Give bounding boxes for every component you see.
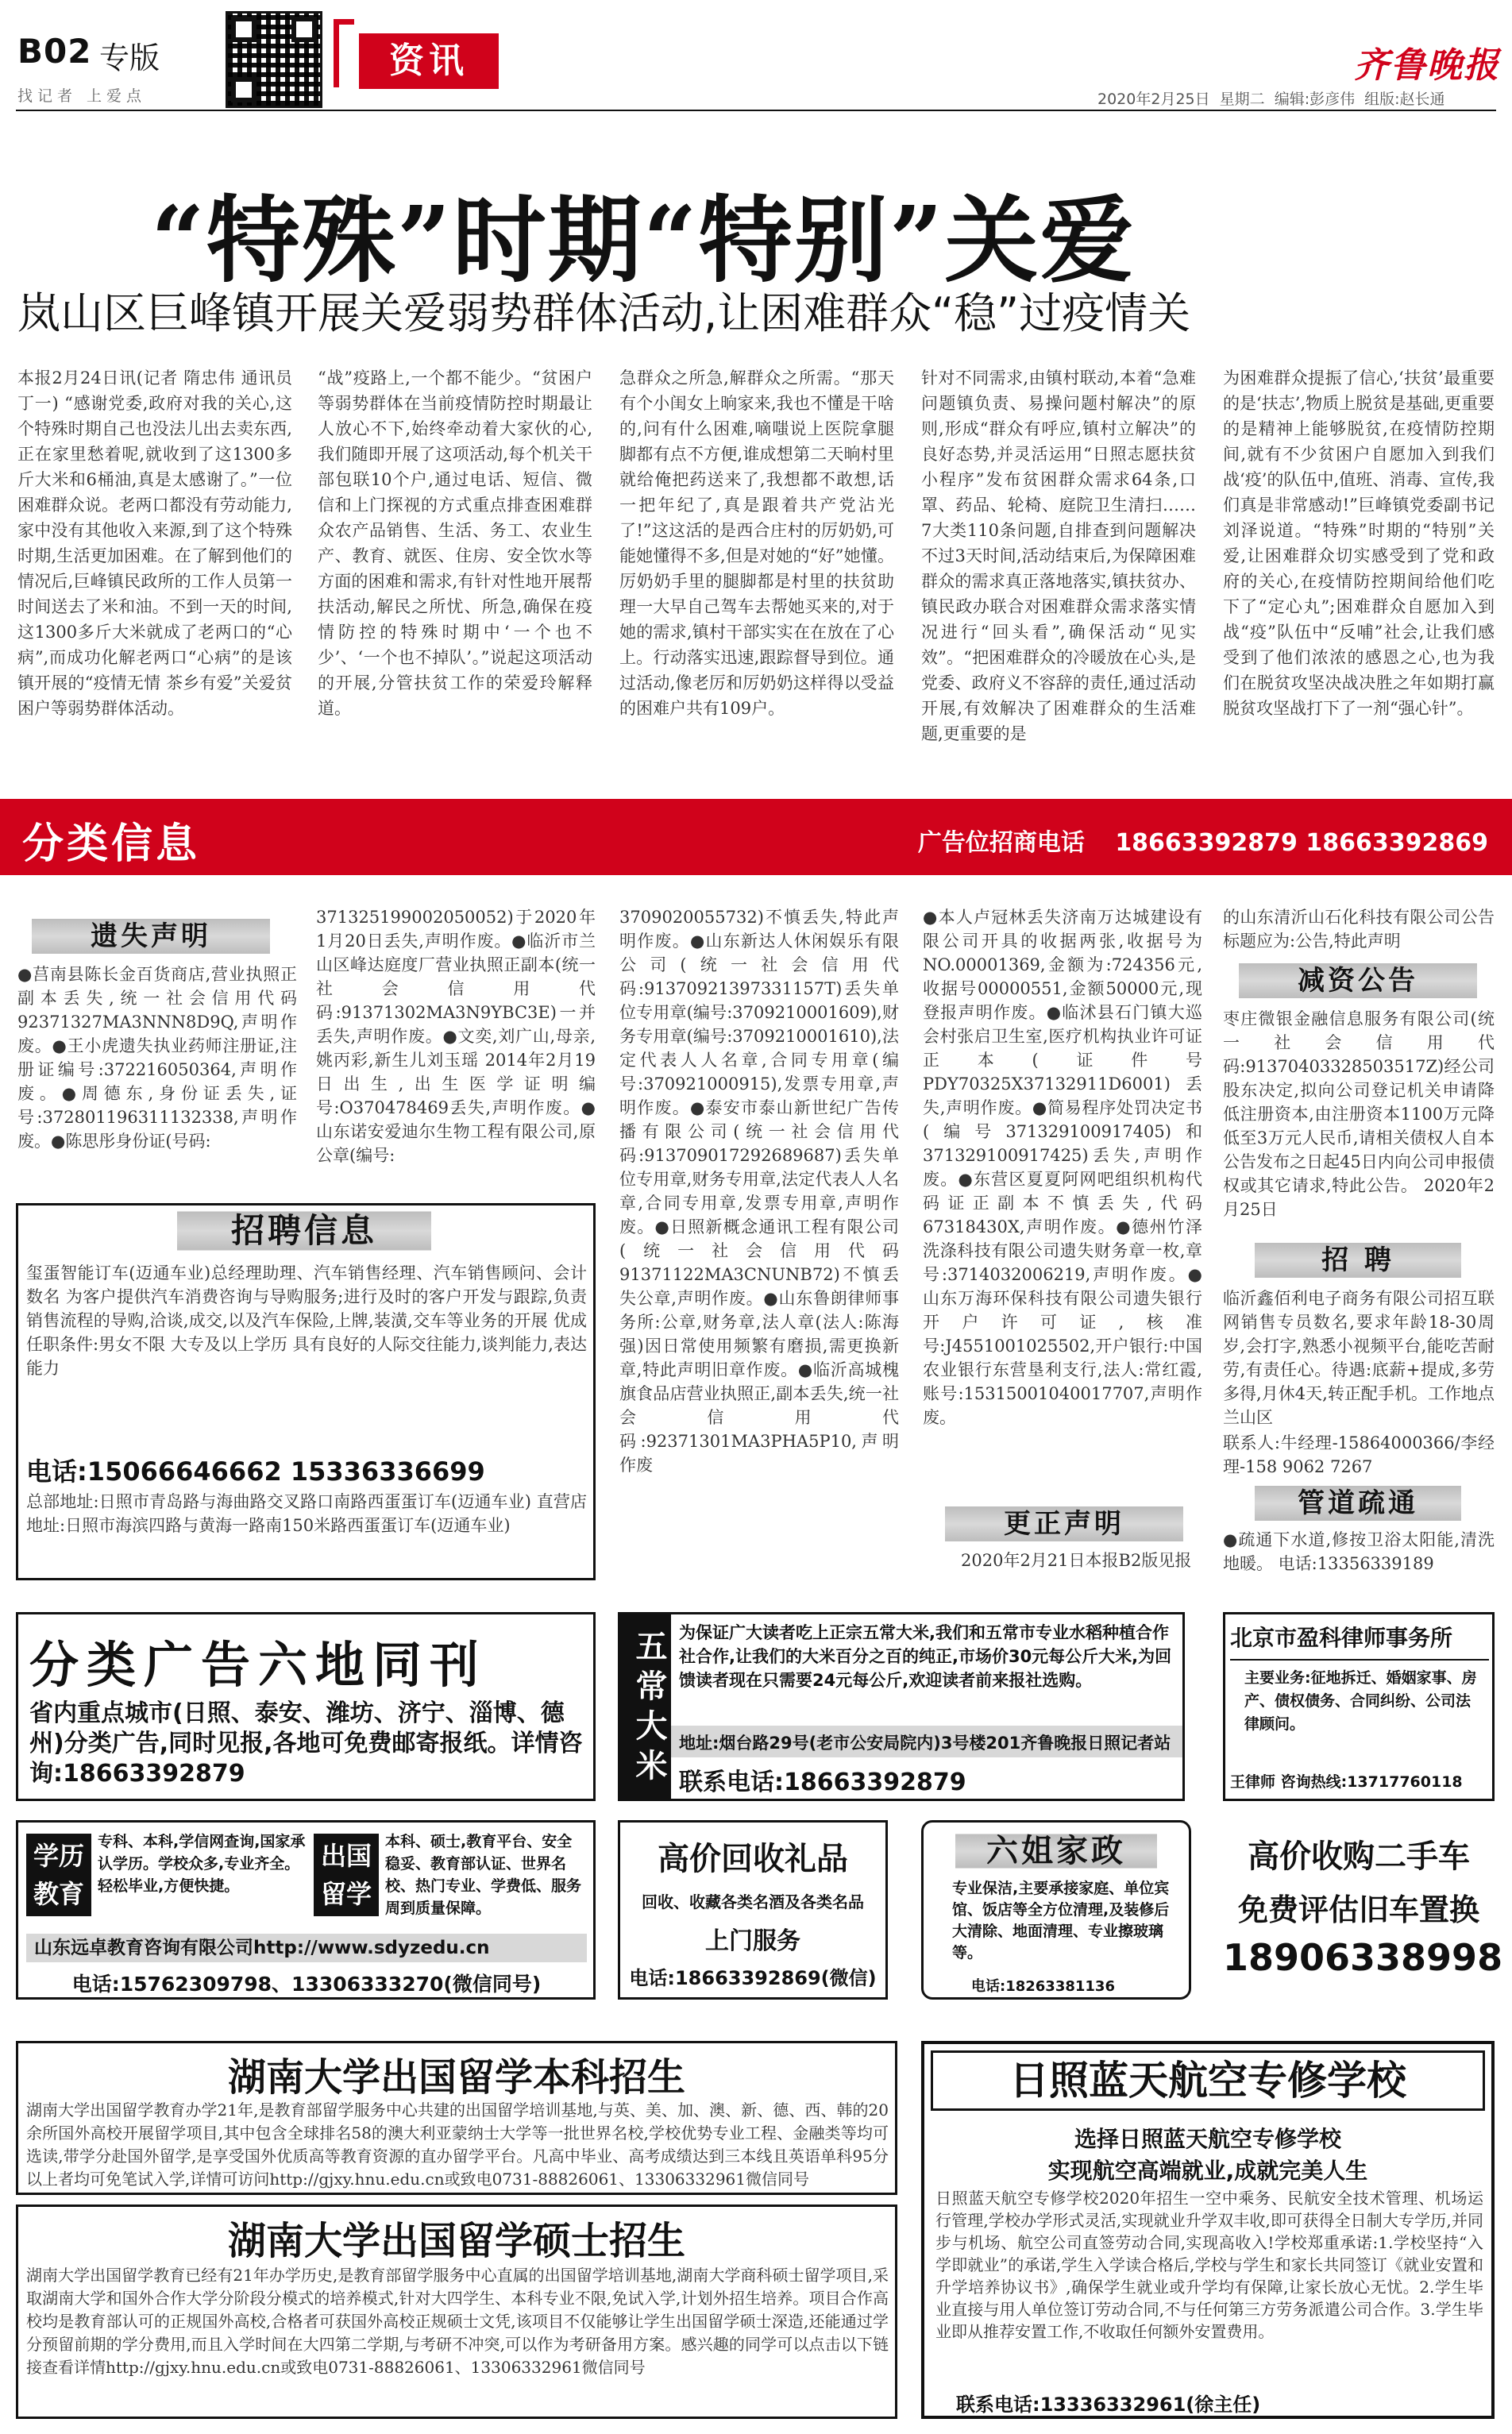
rice-phone: 联系电话:18663392879 bbox=[679, 1769, 966, 1796]
recruit-address: 总部地址:日照市青岛路与海曲路交叉路口南路西蛋蛋订车(迈通车业) 直营店地址:日照市海滨四路与黄海一路南150米路西蛋蛋订车(迈通车业) bbox=[26, 1492, 587, 1535]
study-abroad-badge: 出国留学 bbox=[314, 1834, 379, 1916]
used-car-line2: 免费评估旧车置换 bbox=[1237, 1892, 1479, 1927]
used-car-phone: 18906338998 bbox=[1223, 1936, 1503, 1979]
dateline: 2020年2月25日 星期二 编辑:彭彦伟 组版:赵长通 bbox=[1097, 91, 1445, 108]
article-column-1: 本报2月24日讯(记者 隋忠伟 通讯员 丁一) “感谢党委,政府对我的关心,这个特殊时期自己也没法儿出去卖东西,正在家里愁着呢,就收到了这1300多斤大米和6桶油,真是太感谢了。”一位困难群众说。老两口都没有劳动能力,家中没有其他收入来源,到了这个特殊时期,生活更加困难。在了解到他们的情况后,巨峰镇民政所的工作人员第一时间送去了米和油。不到一天的时间,这1300多斤大米就成了老两口的“心病”,而成功化解老两口“心病”的是该镇开展的“疫情无情 茶乡有爱”关爱贫困户等弱势群体活动。 bbox=[17, 368, 292, 718]
six-city-ad bbox=[16, 1612, 596, 1801]
banner-phone-label: 广告位招商电话 bbox=[917, 829, 1085, 857]
aviation-sub2: 实现航空高端就业,成就完美人生 bbox=[1047, 2158, 1368, 2184]
capital-reduction-heading: 减资公告 bbox=[1239, 958, 1477, 1004]
aviation-school-ad bbox=[921, 2041, 1495, 2419]
section-tag: 资讯 bbox=[359, 33, 499, 89]
rice-text: 为保证广大读者吃上正宗五常大米,我们和五常市专业水稻种植合作社合作,让我们的大米百分之百的纯正,市场价30元每公斤大米,为回馈读者现在只需要24元每公斤,欢迎读者前来报社选购。 bbox=[679, 1623, 1172, 1690]
lawyer-ad bbox=[1223, 1612, 1495, 1801]
gift-recycling-ad bbox=[618, 1820, 888, 2000]
gift-text: 回收、收藏各类名酒及各类名品 bbox=[642, 1892, 864, 1911]
six-city-title: 分类广告六地同刊 bbox=[29, 1636, 488, 1694]
pipe-heading: 管道疏通 bbox=[1255, 1480, 1461, 1526]
hunan-master-ad bbox=[16, 2204, 897, 2419]
headline: “特殊”时期“特别”关爱 bbox=[151, 185, 1136, 295]
education-ad bbox=[16, 1820, 596, 2000]
recruit-text: 玺蛋智能订车(迈通车业)总经理助理、汽车销售经理、汽车销售顾问、会计数名 为客户提供汽车消费咨询与导购服务;进行及时的客户开发与跟踪,负责销售流程的导购,洽谈,成交,以及汽车保险,上牌,装潢,交车等业务的开展 优成 任职条件:男女不限 大专及以上学历 具有良好的人际交往能力,谈判能力,表达能力 bbox=[26, 1263, 587, 1378]
subheadline: 岚山区巨峰镇开展关爱弱势群体活动,让困难群众“稳”过疫情关 bbox=[17, 288, 1191, 338]
degree-badge: 学历教育 bbox=[26, 1834, 91, 1916]
lawyer-text: 主要业务:征地拆迁、婚姻家事、房产、债权债务、合同纠纷、公司法律顾问。 bbox=[1244, 1669, 1477, 1733]
lost-notice-col2: 371325199002050052)于2020年1月20日丢失,声明作废。●临沂市兰山区峰达庭度厂营业执照正副本(统一社会信用代码:91371302MA3N9YBC3E)一并丢失,声明作废。●文奕,刘广山,母亲,姚丙彩,新生儿刘玉瑶 2014年2月19日出生,出生医学证明编号:O370478469丢失,声明作废。●山东诺安爱迪尔生物工程有限公司,原公章(编号: bbox=[316, 908, 596, 1165]
hiring-text: 临沂鑫佰利电子商务有限公司招互联网销售专员数名,要求年龄18-30周岁,会打字,熟悉小视频平台,能吃苦耐劳,有责任心。待遇:底薪+提成,多劳多得,月休4天,转正配手机。工作地点兰山区 bbox=[1223, 1289, 1495, 1427]
gift-service: 上门服务 bbox=[705, 1927, 800, 1955]
lost-notice-heading: 遗失声明 bbox=[32, 913, 270, 959]
article-column-2: “战”疫路上,一个都不能少。“贫困户等弱势群体在当前疫情防控时期最让人放心不下,始终牵动着大家伙的心,我们随即开展了这项活动,每个机关干部包联10个户,通过电话、短信、微信和上门探视的方式重点排查困难群众农产品销售、生活、务工、农业生产、教育、就医、住房、安全饮水等方面的困难和需求,有针对性地开展帮扶活动,解民之所忧、所急,确保在疫情防控的特殊时期中‘一个也不少’、‘一个也不掉队’。”说起这项活动的开展,分管扶贫工作的荣爱玲解释道。 bbox=[318, 368, 592, 718]
housekeeping-text: 专业保洁,主要承接家庭、单位宾馆、饭店等全方位清理,及装修后大清除、地面清理、专业擦玻璃等。 bbox=[952, 1880, 1170, 1961]
used-car-ad bbox=[1223, 1820, 1503, 2000]
pipe-text: ●疏通下水道,修按卫浴太阳能,清洗地暖。 电话:13356339189 bbox=[1223, 1530, 1495, 1573]
slogan: 找记者 上爱点 bbox=[17, 87, 147, 105]
section-name: 专版 bbox=[99, 41, 160, 75]
capital-reduction-text: 枣庄微银金融信息服务有限公司(统一社会信用代码:91370403328503517Z)经公司股东决定,拟向公司登记机关申请降低注册资本,由注册资本1100万元降低至3万元人民币,请相关债权人自本公告发布之日起45日内向公司申报债权或其它请求,特此公告。 2020年2月25日 bbox=[1223, 1009, 1495, 1219]
correction-heading: 更正声明 bbox=[945, 1501, 1183, 1547]
hunan-bachelor-ad bbox=[16, 2041, 897, 2195]
aviation-contact: 联系电话:13336332961(徐主任) bbox=[956, 2393, 1261, 2416]
header-rule bbox=[16, 110, 1496, 111]
hunan-bachelor-title: 湖南大学出国留学本科招生 bbox=[227, 2055, 685, 2100]
recruit-box bbox=[16, 1203, 596, 1580]
study-abroad-text: 本科、硕士,教育平台、安全稳妥、教育部认证、世界名校、热门专业、学费低、服务周到质量保障。 bbox=[385, 1833, 582, 1917]
recruit-heading: 招聘信息 bbox=[177, 1205, 431, 1256]
housekeeping-phone: 电话:18263381136 bbox=[971, 1978, 1115, 1995]
rice-ad bbox=[618, 1612, 1185, 1801]
article-column-3: 急群众之所急,解群众之所需。“那天有个小闺女上晌家来,我也不懂是干啥的,问有什么困难,嘀嗤说上医院拿腿脚都有点不方便,谁成想第二天晌村里就给俺把药送来了,我想都不敢想,话一把年纪了,真是跟着共产党沾光了!”这这活的是西合庄村的厉奶奶,可能她懂得不多,但是对她的“好”她懂。厉奶奶手里的腿脚都是村里的扶贫助理一大早自己驾车去帮她买来的,对于她的需求,镇村干部实实在在放在了心上。行动落实迅速,跟踪督导到位。通过活动,像老厉和厉奶奶这样得以受益的困难户共有109户。 bbox=[619, 368, 894, 718]
classified-banner bbox=[0, 799, 1512, 875]
degree-text: 专科、本科,学信网查询,国家承认学历。学校众多,专业齐全。轻松毕业,方便快捷。 bbox=[98, 1833, 306, 1895]
rice-address: 地址:烟台路29号(老市公安局院内)3号楼201齐鲁晚报日照记者站 bbox=[679, 1734, 1171, 1753]
rice-side-label: 五常大米 bbox=[620, 1614, 671, 1799]
tag-bracket bbox=[334, 19, 354, 87]
gift-phone: 电话:18663392869(微信) bbox=[629, 1967, 877, 1989]
lost-notice-col4: ●本人卢冠林丢失济南万达城建设有限公司开具的收据两张,收据号为NO.00001369,金额为:724356元,收据号00000551,金额50000元,现登报声明作废。●临沭县石门镇大巡会村张启卫生室,医疗机构执业许可证正本(证件号PDY70325X37132911D6001)丢失,声明作废。●简易程序处罚决定书(编号371329100917405)和371329100917425)丢失,声明作废。●东营区夏夏阿网吧组织机构代码证正副本不慎丢失,代码67318430X,声明作废。●德州竹泽洗涤科技有限公司遗失财务章一枚,章号:3714032006219,声明作废。●山东万海环保科技有限公司遗失银行开户许可证,核准号:J4551001025502,开户银行:中国农业银行东营垦利支行,法人:常红霞,账号:15315001040017707,声明作废。 bbox=[923, 908, 1202, 1427]
hiring-contact: 联系人:牛经理-15864000366/李经理-158 9062 7267 bbox=[1223, 1433, 1495, 1476]
article-column-4: 针对不同需求,由镇村联动,本着“急难问题镇负责、易操问题村解决”的原则,形成“群众有呼应,镇村立解决”的良好态势,并灵活运用“日照志愿扶贫小程序”发布贫困群众需求64条,口罩、药品、轮椅、庭院卫生清扫……7大类110条问题,自排查到问题解决不过3天时间,活动结束后,为保障困难群众的需求真正落地落实,镇扶贫办、镇民政办联合对困难群众需求落实情况进行“回头看”,确保活动“见实效”。“把困难群众的冷暖放在心头,是党委、政府义不容辞的责任,通过活动开展,有效解决了困难群众的生活难题,更重要的是 bbox=[921, 368, 1196, 743]
lost-notice-col5: 的山东清沂山石化科技有限公司公告标题应为:公告,特此声明 bbox=[1223, 908, 1495, 951]
banner-phone bbox=[918, 823, 1488, 858]
recruit-phone: 电话:15066646662 15336336699 bbox=[26, 1456, 485, 1487]
used-car-line1: 高价收购二手车 bbox=[1248, 1838, 1470, 1875]
education-company: 山东远卓教育咨询有限公司http://www.sdyzedu.cn bbox=[26, 1934, 587, 1962]
banner-title: 分类信息 bbox=[22, 820, 201, 868]
aviation-sub1: 选择日照蓝天航空专修学校 bbox=[1074, 2126, 1341, 2152]
gift-title: 高价回收礼品 bbox=[658, 1841, 848, 1877]
hunan-master-title: 湖南大学出国留学硕士招生 bbox=[227, 2219, 685, 2263]
lawyer-contact: 王律师 咨询热线:13717760118 bbox=[1230, 1773, 1463, 1791]
housekeeping-ad bbox=[921, 1820, 1191, 2000]
correction-text: 2020年2月21日本报B2版见报 bbox=[961, 1551, 1192, 1570]
qr-code-icon bbox=[226, 11, 322, 108]
newspaper-logo: 齐鲁晚报 bbox=[1354, 45, 1500, 86]
hunan-bachelor-text: 湖南大学出国留学教育办学21年,是教育部留学服务中心共建的出国留学培训基地,与英、美、加、澳、新、德、西、韩的20余所国外高校开展留学项目,其中包含全球排名58的澳大利亚蒙纳士大学等一批世界名校,学校优势专业工程、金融类等均可选读,带学分赴国外留学,是享受国外优质高等教育资源的直办留学平台。凡高中毕业、高考成绩达到三本线且英语单科95分以上者均可免笔试入学,详情可访问http://gjxy.hnu.edu.cn或致电0731-88826061、13306332961微信同号 bbox=[26, 2100, 889, 2189]
article-column-5: 为困难群众提振了信心,‘扶贫’最重要的是‘扶志’,物质上脱贫是基础,更重要的是精神上能够脱贫,在疫情防控期间,就有不少贫困户自愿加入到我们战‘疫’的队伍中,值班、消毒、宣传,我们真是非常感动!”巨峰镇党委副书记刘泽说道。“特殊”时期的“特别”关爱,让困难群众切实感受到了党和政府的关心,在疫情防控期间给他们吃下了“定心丸”;困难群众自愿加入到战“疫”队伍中“反哺”社会,让我们感受到了他们浓浓的感恩之心,也为我们在脱贫攻坚决战决胜之年如期打赢脱贫攻坚战打下了一剂“强心针”。 bbox=[1223, 368, 1495, 718]
aviation-text: 日照蓝天航空专修学校2020年招生一空中乘务、民航安全技术管理、机场运行管理,学校办学形式灵活,实现就业升学双丰收,即可获得全日制大专学历,并同步与机场、航空公司直签劳动合同,实现高收入!学校郑重承诺:1.学校坚持“入学即就业”的承诺,学生入学读合格后,学校与学生和家长共同签订《就业安置和升学培养协议书》,确保学生就业或升学均有保障,让家长放心无忧。2.学生毕业直接与用人单位签订劳动合同,不与任何第三方劳务派遣公司合作。3.学生毕业即从推荐安置工作,不收取任何额外安置费用。 bbox=[935, 2189, 1483, 2341]
six-city-text: 省内重点城市(日照、泰安、潍坊、济宁、淄博、德州)分类广告,同时见报,各地可免费邮寄报纸。详情咨询:18663392879 bbox=[29, 1699, 583, 1788]
banner-phone-numbers: 18663392879 18663392869 bbox=[1115, 829, 1488, 857]
lost-notice-col3: 3709020055732)不慎丢失,特此声明作废。●山东新达人休闲娱乐有限公司(统一社会信用代码:91370921397331157T)丢失单位专用章(编号:3709210001609),财务专用章(编号:3709210001610),法定代表人人名章,合同专用章(编号:370921000915),发票专用章,声明作废。●泰安市泰山新世纪广告传播有限公司(统一社会信用代码:913709017292689687)丢失单位专用章,财务专用章,法定代表人人名章,合同专用章,发票专用章,声明作废。●日照新概念通讯工程有限公司(统一社会信用代码91371122MA3CNUNB72)不慎丢失公章,声明作废。●山东鲁朗律师事务所:公章,财务章,法人章(法人:陈海强)因日常使用频繁有磨损,需更换新章,特此声明旧章作废。●临沂高城槐旗食品店营业执照正,副本丢失,统一社会信用代码:92371301MA3PHA5P10,声明作废 bbox=[619, 908, 899, 1475]
education-phone: 电话:15762309798、13306333270(微信同号) bbox=[71, 1973, 542, 1996]
hunan-master-text: 湖南大学出国留学教育已经有21年办学历史,是教育部留学服务中心直属的出国留学培训基地,湖南大学商科硕士留学项目,采取湖南大学和国外合作大学分阶段分模式的培养模式,针对大四学生、本科专业不限,免试入学,计划外招生培养。项目合作高校均是教育部认可的正规国外高校,合格者可获国外高校正规硕士文凭,该项目不仅能够让学生出国留学硕士深造,还能通过学分预留前期的学分费用,而且入学时间在大四第二学期,与考研不冲突,可以作为考研备用方案。感兴趣的同学可以点击以下链接查看详情http://gjxy.hnu.edu.cn或致电0731-88826061、13306332961微信同号 bbox=[26, 2266, 889, 2377]
housekeeping-title: 六姐家政 bbox=[955, 1829, 1157, 1873]
aviation-title: 日照蓝天航空专修学校 bbox=[931, 2050, 1485, 2111]
lawyer-title: 北京市盈科律师事务所 bbox=[1230, 1621, 1489, 1661]
hiring-heading: 招 聘 bbox=[1255, 1237, 1461, 1283]
lost-notice-text: ●莒南县陈长金百货商店,营业执照正副本丢失,统一社会信用代码92371327MA3NNN8D9Q,声明作废。●王小虎遗失执业药师注册证,注册证编号:372216050364,声明作废。●周德东,身份证丢失,证号:372801196311132338,声明作废。●陈思彤身份证(号码: bbox=[17, 965, 297, 1151]
page-number: B02 bbox=[17, 32, 92, 71]
